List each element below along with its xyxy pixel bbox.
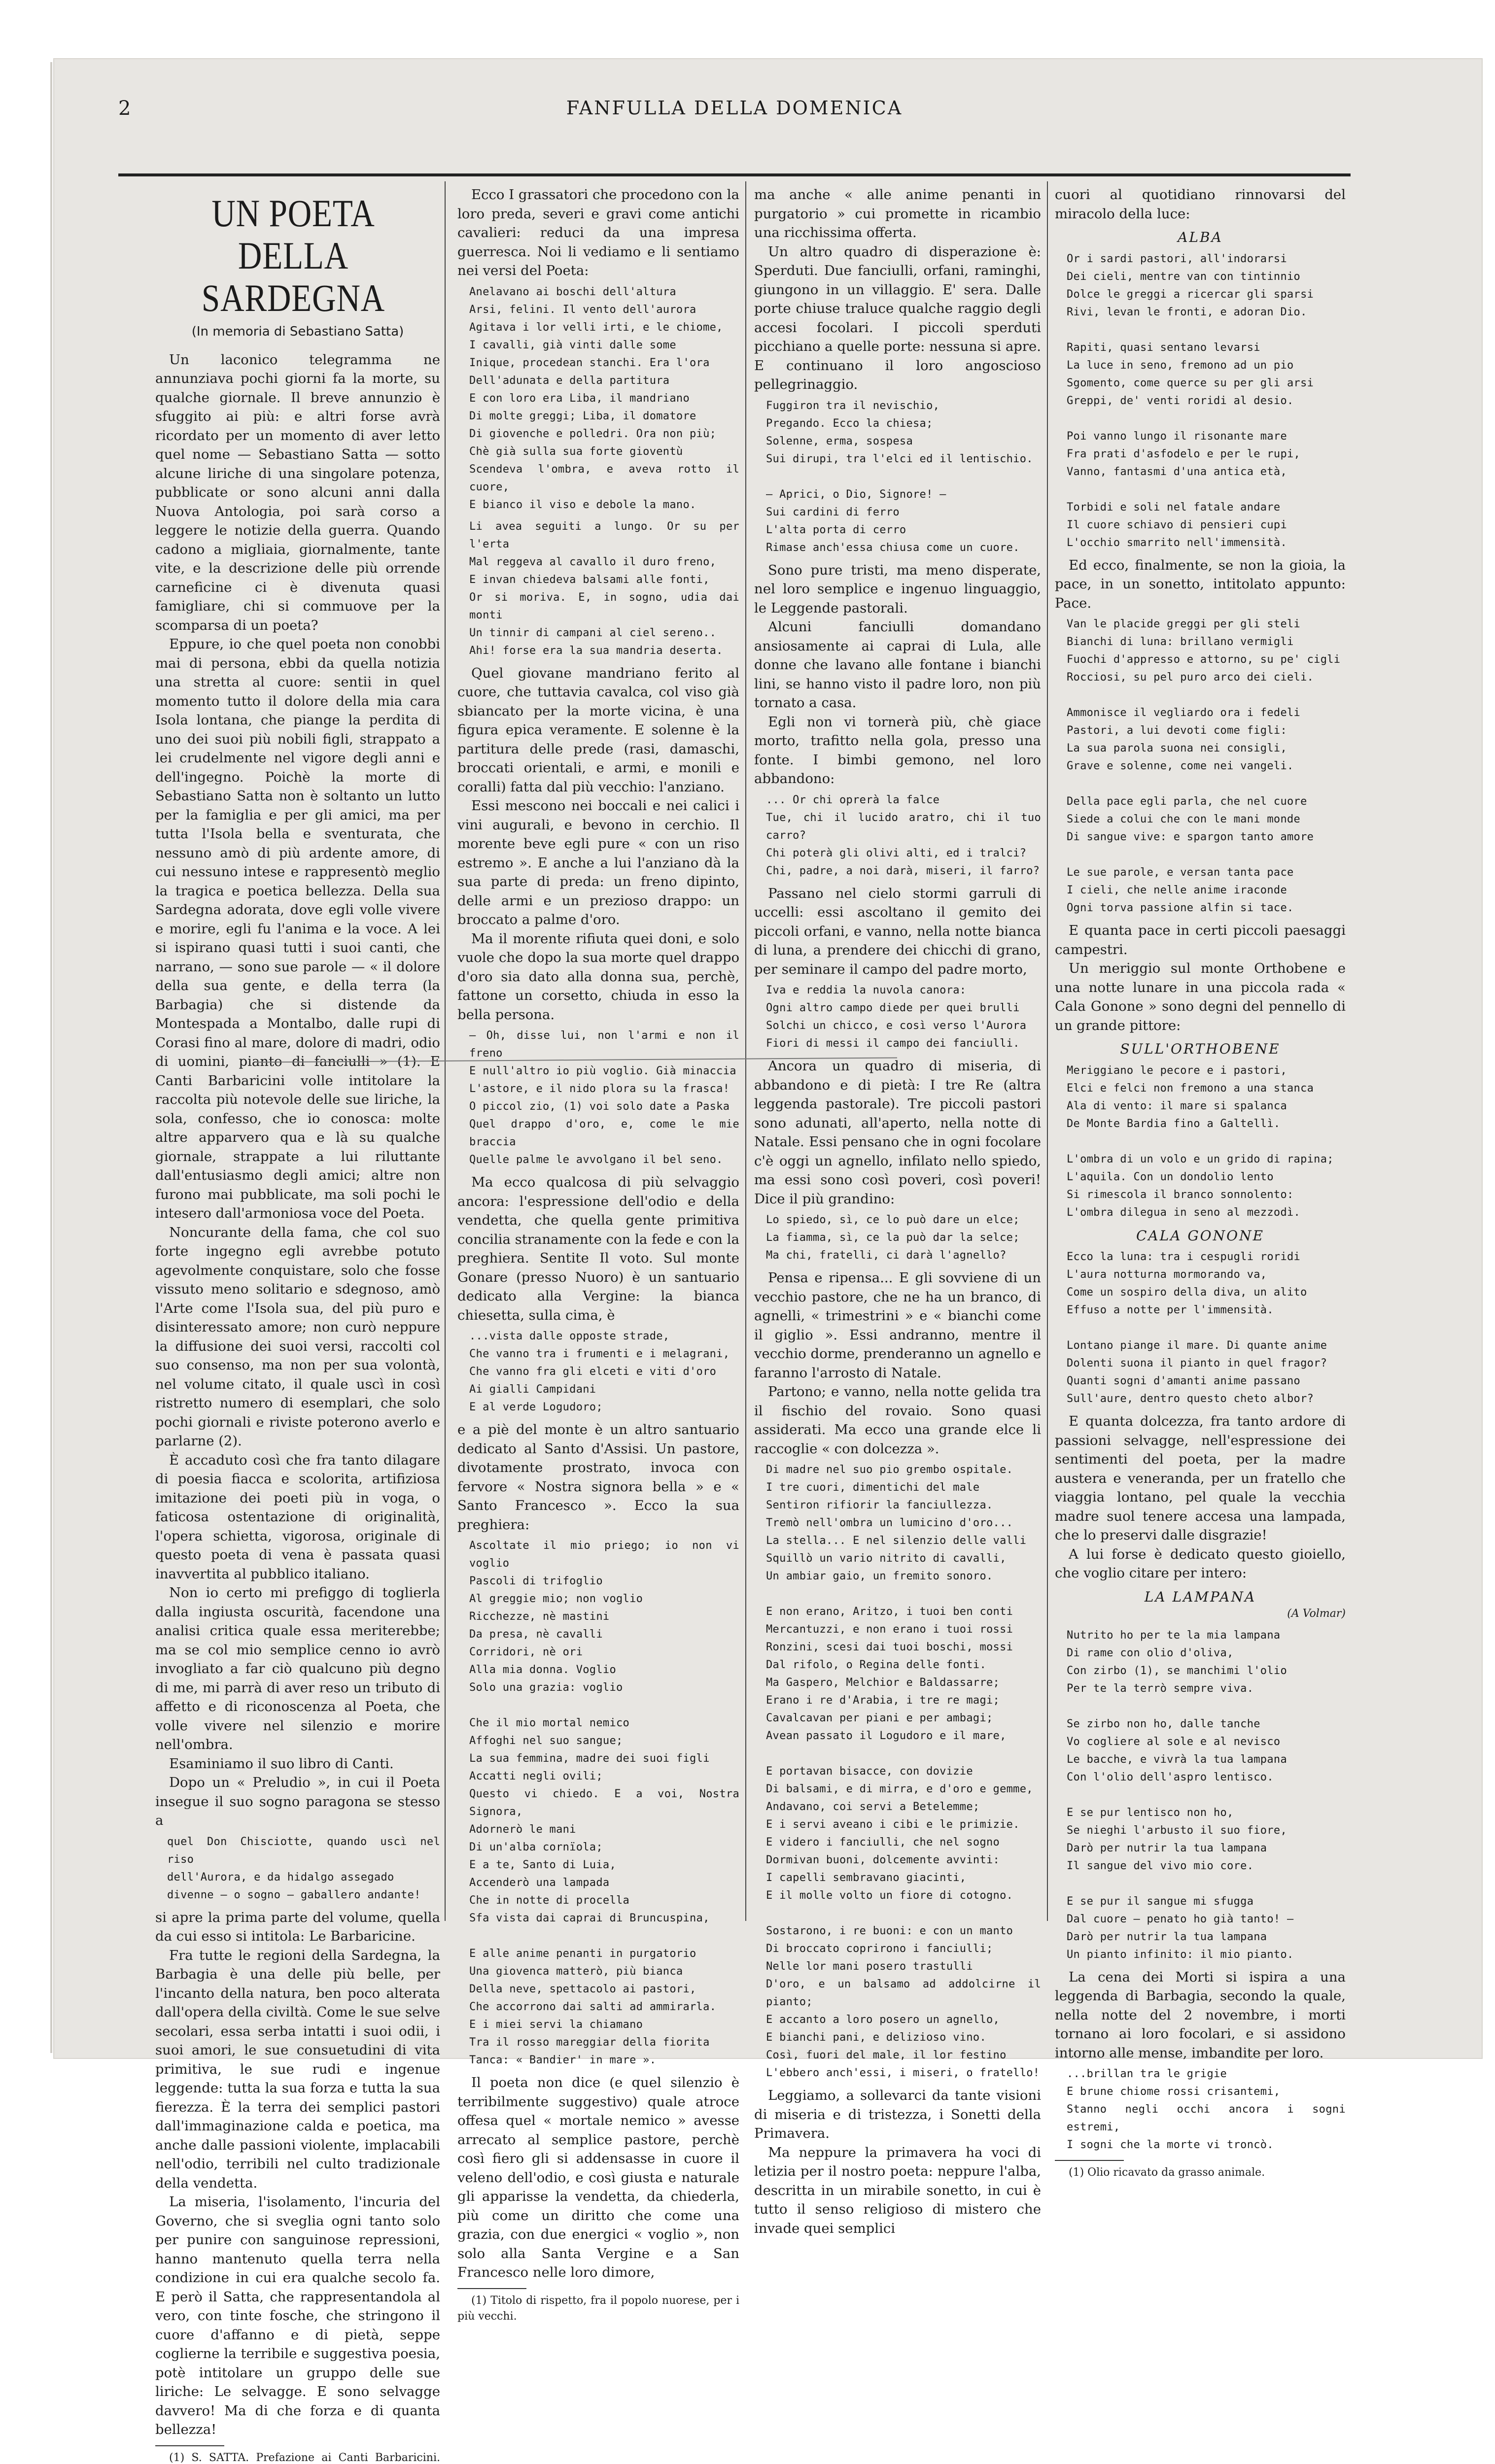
poem-attribution: (A Volmar): [1055, 1605, 1346, 1624]
paragraph: A lui forse è dedicato questo gioiello, che voglio citare per intero:: [1055, 1545, 1346, 1583]
paragraph: E quanta pace in certi piccoli paesaggi campestri.: [1055, 921, 1346, 959]
column-3: [754, 185, 1041, 1940]
running-title: FANFULLA DELLA DOMENICA: [118, 97, 1351, 119]
verse-quote: Nutrito ho per te la mia lampana Di rame con olio d'oliva, Con zirbo (1), se manchimi l'olio Per te la terrò sempre viva. Se zirbo non ho, dalle tanche Vo cogliere al sole e al nevisco Le bacche, e vivrà la tua lampana Con l'olio dell'aspro lentisco. E se pur lentisco non ho, Se nieghi l'arbusto il suo fiore, Darò per nutrir la tua lampana Il sangue del vivo mio core. E se pur il sangue mi sfugga Dal cuore — penato ho già tanto! — Darò per nutrir la tua lampana Un pianto infinito: il mio pianto.: [1055, 1627, 1346, 1964]
verse-quote: quel Don Chisciotte, quando uscì nel riso dell'Aurora, e da hidalgo assegado divenne — o sogno — gaballero andante!: [155, 1833, 440, 1904]
paragraph: Partono; e vanno, nella notte gelida tra il fischio del rovaio. Sono quasi assiderati. Ma ecco una grande elce li raccoglie « con dolcezza ».: [754, 1382, 1041, 1458]
footnote: (1) Titolo di rispetto, fra il popolo nuorese, per i più vecchi.: [457, 2293, 739, 2325]
verse-quote: Fuggiron tra il nevischio, Pregando. Ecco la chiesa; Solenne, erma, sospesa Sui dirupi, tra l'elci ed il lentischio. — Aprici, o Dio, Signore! — Sui cardini di ferro L'alta porta di cerro Rimase anch'essa chiusa come un cuore.: [754, 397, 1041, 557]
verse-quote: Lo spiedo, sì, ce lo può dare un elce; La fiamma, sì, ce la può dar la selce; Ma chi, fratelli, ci darà l'agnello?: [754, 1211, 1041, 1265]
paragraph: È accaduto così che fra tanto dilagare di poesia fiacca e scolorita, artifiziosa imitazione dei poeti più in voga, o faticosa ostentazione di originalità, l'opera schietta, vigorosa, originale di questo poeta di vena è passata quasi inavvertita al pubblico italiano.: [155, 1451, 440, 1584]
paragraph: Ancora un quadro di miseria, di abbandono e di pietà: I tre Re (altra leggenda pastorale). Tre piccoli pastori sono adunati, all'aperto, nella notte di Natale. Essi pensano che in ogni focolare c'è oggi un agnello, infilato nello spiedo, ma essi sono così poveri, così poveri! Dice il più grandino:: [754, 1057, 1041, 1208]
footnote: (1) Olio ricavato da grasso animale.: [1055, 2165, 1346, 2181]
column-rule: [745, 181, 746, 1921]
verse-quote: Or i sardi pastori, all'indorarsi Dei cieli, mentre van con tintinnio Dolce le greggi a ricercar gli sparsi Rivi, levan le fronti, e adoran Dio. Rapiti, quasi sentano levarsi La luce in seno, fremono ad un pio Sgomento, come querce su per gli arsi Greppi, de' venti roridi al desio. Poi vanno lungo il risonante mare Fra prati d'asfodelo e per le rupi, Vanno, fantasmi d'una antica età, Torbidi e soli nel fatale andare Il cuore schiavo di pensieri cupi L'occhio smarrito nell'immensità.: [1055, 250, 1346, 552]
verse-quote: ...vista dalle opposte strade, Che vanno tra i frumenti e i melagrani, Che vanno fra gli elceti e viti d'oro Ai gialli Campidani E al verde Logudoro;: [457, 1328, 739, 1416]
verse-quote: Ascoltate il mio priego; io non vi voglio Pascoli di trifoglio Al greggie mio; non voglio Ricchezze, nè mastini Da presa, nè cavalli Corridori, nè ori Alla mia donna. Voglio Solo una grazia: voglio Che il mio mortal nemico Affoghi nel suo sangue; La sua femmina, madre dei suoi figli Accatti negli ovili; Questo vi chiedo. E a voi, Nostra Signora, Adornerò le mani Di un'alba cornïola; E a te, Santo di Luia, Accenderò una lampada Che in notte di procella Sfa vista dai caprai di Bruncuspina, E alle anime penanti in purgatorio Una giovenca matterò, più bianca Della neve, spettacolo ai pastori, Che accorrono dai salti ad ammirarla. E i miei servi la chiamano Tra il rosso mareggiar della fiorita Tanca: « Bandier' in mare ».: [457, 1537, 739, 2069]
paragraph: E quanta dolcezza, fra tanto ardore di passioni selvagge, nell'espressione dei sentimenti del poeta, per la madre austera e veneranda, per un fratello che viaggia lontano, pel quale la vecchia madre suol tenere accesa una lampada, che lo preservi dalle disgrazie!: [1055, 1412, 1346, 1545]
paragraph: Pensa e ripensa... E gli sovviene di un vecchio pastore, che ne ha un branco, di agnelli, « trimestrini » e « bianchi come il giglio ». Essi andranno, mentre il vecchio dorme, prenderanno un agnello e faranno l'arrosto di Natale.: [754, 1268, 1041, 1382]
poem-title: LA LAMPANA: [1055, 1588, 1346, 1607]
paragraph: Non io certo mi prefiggo di toglierla dalla ingiusta oscurità, facendone una analisi critica quale essa meriterebbe; ma se col mio semplice cenno io avrò invogliato a far ciò qualcuno più degno di me, mi parrà di aver reso un tributo di affetto e di riconoscenza al Poeta, che volle vivere nel silenzio e morire nell'ombra.: [155, 1583, 440, 1754]
column-2: [457, 185, 739, 1940]
poem-title: ALBA: [1055, 228, 1346, 247]
verse-quote: ... Or chi oprerà la falce Tue, chi il lucido aratro, chi il tuo carro? Chi poterà gli olivi alti, ed i tralci? Chi, padre, a noi darà, miseri, il farro?: [754, 791, 1041, 880]
header-rule: [118, 173, 1351, 176]
paragraph: La miseria, l'isolamento, l'incuria del Governo, che si sveglia ogni tanto solo per punire con sanguinose repressioni, hanno mantenuto quella terra nella condizione in cui era qualche secolo fa. E però il Satta, che rappresentandola al vero, con tinte fosche, che stringono il cuore d'affanno e di pietà, seppe coglierne la terribile e suggestiva poesia, potè intitolare un gruppo delle sue liriche: Le selvagge. E sono selvagge davvero! Ma di che forza e di quanta bellezza!: [155, 2192, 440, 2439]
footnote: (1) S. SATTA. Prefazione ai Canti Barbaricini.: [155, 2450, 440, 2464]
paragraph: Alcuni fanciulli domandano ansiosamente ai caprai di Lula, alle donne che lavano alle fontane i bianchi lini, se hanno visto il padre loro, non più tornato a casa.: [754, 617, 1041, 713]
paragraph: Noncurante della fama, che col suo forte ingegno egli avrebbe potuto agevolmente conquistare, solo che fosse vissuto meno solitario e sdegnoso, amò l'Arte come l'Isola sua, del più puro e disinteressato amore; non curò neppure la diffusione dei suoi versi, raccolti col suo consenso, ma non per sua volontà, nel volume citato, il quale uscì in così ristretto numero di esemplari, che solo pochi giornali e riviste poterono averlo e parlarne (2).: [155, 1223, 440, 1451]
verse-quote: Ecco la luna: tra i cespugli roridi L'aura notturna mormorando va, Come un sospiro della diva, un alito Effuso a notte per l'immensità. Lontano piange il mare. Di quante anime Dolenti suona il pianto in quel fragor? Quanti sogni d'amanti anime passano Sull'aure, dentro questo cheto albor?: [1055, 1248, 1346, 1408]
paragraph: si apre la prima parte del volume, quella da cui esso si intitola: Le Barbaricine.: [155, 1908, 440, 1946]
footnote-rule: [1055, 2160, 1124, 2161]
column-1: [155, 185, 440, 1940]
verse-quote: Di madre nel suo pio grembo ospitale. I tre cuori, dimentichi del male Sentiron rifiorir la fanciullezza. Tremò nell'ombra un lumicino d'oro... La stella... E nel silenzio delle valli Squillò un vario nitrito di cavalli, Un ambiar gaio, un fremito sonoro. E non erano, Aritzo, i tuoi ben conti Mercantuzzi, e non erano i tuoi rossi Ronzini, scesi dai tuoi boschi, mossi Dal rifolo, o Regina delle fonti. Ma Gaspero, Melchior e Baldassarre; Erano i re d'Arabia, i tre re magi; Cavalcavan per piani e per ambagi; Avean passato il Logudoro e il mare, E portavan bisacce, con dovizie Di balsami, e di mirra, e d'oro e gemme, Andavano, coi servi a Betelemme; E i servi aveano i cibi e le primizie. E videro i fanciulli, che nel sogno Dormivan buoni, dolcemente avvinti: I capelli sembravano giacinti, E il molle volto un fiore di cotogno. Sostarono, i re buoni: e con un manto Di broccato coprirono i fanciulli; Nelle lor mani posero trastulli D'oro, e un balsamo ad addolcirne il pianto; E accanto a loro posero un agnello, E bianchi pani, e delizioso vino. Così, fuori del male, il lor festino L'ebbero anch'essi, i miseri, o fratello!: [754, 1461, 1041, 2082]
paragraph: Ma neppure la primavera ha voci di letizia per il nostro poeta: neppure l'alba, descritta in un mirabile sonetto, in cui è tutto il senso religioso di mistero che invade quei semplici: [754, 2143, 1041, 2238]
paragraph: Ma ecco qualcosa di più selvaggio ancora: l'espressione dell'odio e della vendetta, che quella gente primitiva concilia stranamente con la fede e con la preghiera. Sentite Il voto. Sul monte Gonare (presso Nuoro) è un santuario dedicato alla Vergine: la bianca chiesetta, sulla cima, è: [457, 1173, 739, 1325]
page-number: 2: [118, 97, 131, 120]
footnote-rule: [457, 2288, 526, 2289]
verse-quote: Van le placide greggi per gli steli Bianchi di luna: brillano vermigli Fuochi d'appresso e attorno, su pe' cigli Rocciosi, su pel puro arco dei cieli. Ammonisce il vegliardo ora i fedeli Pastori, a lui devoti come figli: La sua parola suona nei consigli, Grave e solenne, come nei vangeli. Della pace egli parla, che nel cuore Siede a colui che con le mani monde Di sangue vive: e spargon tanto amore Le sue parole, e versan tanta pace I cieli, che nelle anime iraconde Ogni torva passione alfin si tace.: [1055, 616, 1346, 917]
column-4: [1055, 185, 1346, 1940]
verse-quote: Li avea seguiti a lungo. Or su per l'erta Mal reggeva al cavallo il duro freno, E invan chiedeva balsami alle fonti, Or si moriva. E, in sogno, udia dai monti Un tinnir di campani al ciel sereno.. Ahi! forse era la sua mandria deserta.: [457, 518, 739, 660]
paragraph: Ed ecco, finalmente, se non la gioia, la pace, in un sonetto, intitolato appunto: Pace.: [1055, 556, 1346, 613]
poem-title: CALA GONONE: [1055, 1227, 1346, 1246]
paragraph: Il poeta non dice (e quel silenzio è terribilmente suggestivo) quale atroce offesa quel « mortale nemico » avesse arrecato al semplice pastore, perchè così fiero gli si addensasse in cuore il veleno dell'odio, e così giusta e naturale gli apparisse la vendetta, da chiederla, più come un diritto che come una grazia, con due energici « voglio », non solo alla Santa Vergine e a San Francesco nelle loro dimore,: [457, 2073, 739, 2282]
paragraph: cuori al quotidiano rinnovarsi del miracolo della luce:: [1055, 185, 1346, 223]
paragraph: Ma il morente rifiuta quei doni, e solo vuole che dopo la sua morte quel drappo d'oro sia dato alla donna sua, perchè, fattone un corsetto, chiuda in esso la bella persona.: [457, 929, 739, 1025]
paragraph: Quel giovane mandriano ferito al cuore, che tuttavia cavalca, col viso già sbiancato per la morte vicina, è una figura epica veramente. E solenne è la partitura delle prede (rasi, damaschi, broccati orientali, e armi, e monili e coralli) fatta dal più vecchio: l'anziano.: [457, 664, 739, 797]
footnote-rule: [155, 2445, 224, 2446]
paragraph: Passano nel cielo stormi garruli di uccelli: essi ascoltano il gemito dei piccoli orfani, e vanno, nella notte bianca di luna, a prendere dei chicchi di grano, per seminare il campo del padre morto,: [754, 884, 1041, 979]
paragraph: La cena dei Morti si ispira a una leggenda di Barbagia, secondo la quale, nella notte del 2 novembre, i morti tornano ai loro focolari, e si assidono intorno alle mense, imbandite per loro.: [1055, 1968, 1346, 2063]
verse-quote: Meriggiano le pecore e i pastori, Elci e felci non fremono a una stanca Ala di vento: il mare si spalanca De Monte Bardia fino a Galtellì. L'ombra di un volo e un grido di rapina; L'aquila. Con un dondolio lento Si rimescola il branco sonnolento: L'ombra dilegua in seno al mezzodì.: [1055, 1062, 1346, 1222]
paragraph: Essi mescono nei boccali e nei calici i vini augurali, e bevono in cerchio. Il morente beve egli pure « con un riso estremo ». E anche a lui l'anziano dà la sua parte di preda: un freno dipinto, delle armi e un prezioso drappo: un broccato a palme d'oro.: [457, 796, 739, 929]
paragraph: Sono pure tristi, ma meno disperate, nel loro semplice e ingenuo linguaggio, le Leggende pastorali.: [754, 561, 1041, 618]
article-headline: UN POETA DELLA SARDEGNA: [162, 192, 424, 319]
verse-quote: ...brillan tra le grigie E brune chiome rossi crisantemi, Stanno negli occhi ancora i sogni estremi, I sogni che la morte vi troncò.: [1055, 2065, 1346, 2154]
paragraph: e a piè del monte è un altro santuario dedicato al Santo d'Assisi. Un pastore, divotamente prostrato, invoca con fervore « Nostra signora bella » e « Santo Francesco ». Ecco la sua preghiera:: [457, 1420, 739, 1534]
paragraph: Esaminiamo il suo libro di Canti.: [155, 1754, 440, 1774]
verse-quote: — Oh, disse lui, non l'armi e non il freno E null'altro io più voglio. Già minaccia L'astore, e il nido plora su la frasca! O piccol zio, (1) voi solo date a Paska Quel drappo d'oro, e, come le mie braccia Quelle palme le avvolgano il bel seno.: [457, 1027, 739, 1169]
paragraph: Dopo un « Preludio », in cui il Poeta insegue il suo sogno paragona se stesso a: [155, 1773, 440, 1830]
paragraph: Leggiamo, a sollevarci da tante visioni di miseria e di tristezza, i Sonetti della Primavera.: [754, 2086, 1041, 2143]
poem-title: SULL'ORTHOBENE: [1055, 1040, 1346, 1059]
column-rule: [445, 181, 446, 1921]
paragraph: Eppure, io che quel poeta non conobbi mai di persona, ebbi da quella notizia una stretta al cuore: sentii in quel momento tutto il dolore della mia cara Isola lontana, che piange la perdita di uno dei suoi più nobili figli, strappato a lei crudelmente nel vigore degli anni e dell'ingegno. Poichè la morte di Sebastiano Satta non è soltanto un lutto per la famiglia e per gli amici, ma per tutta l'Isola bella e sventurata, che nessuno amò di più ardente amore, di cui nessuno intese e rappresentò meglio la tragica e poetica bellezza. Della sua Sardegna adorata, dove egli volle vivere e morire, egli fu l'anima e la voce. A lei si ispirano quasi tutti i suoi canti, che narrano, — sono sue parole — « il dolore della sua gente, e della terra (la Barbagia) che si distende da Montespada a Montalbo, dalle rupi di Corasi fino al mare, dolore di madri, odio di uomini, pianto di fanciulli » (1). E Canti Barbaricini volle intitolare la raccolta più notevole delle sue liriche, la sola, confesso, che io conosca: molte altre apparvero qua e là su qualche giornale, strappate a lui riluttante dall'entusiasmo degli amici; altre non furono mai pubblicate, ma soli pochi le intesero dall'armoniosa voce del Poeta.: [155, 635, 440, 1223]
page-header: [118, 97, 1351, 122]
paragraph: Un altro quadro di disperazione è: Sperduti. Due fanciulli, orfani, raminghi, giungono in un villaggio. E' sera. Dalle porte chiuse traluce qualche raggio degli accesi focolari. I piccoli sperduti picchiano a quelle porte: nessuna si apre. E continuano il loro angoscioso pellegrinaggio.: [754, 242, 1041, 394]
paragraph: Un meriggio sul monte Orthobene e una notte lunare in una piccola rada « Cala Gonone » sono degni del pennello di un grande pittore:: [1055, 959, 1346, 1035]
article-subhead: (In memoria di Sebastiano Satta): [155, 322, 440, 342]
paragraph: Un laconico telegramma ne annunziava pochi giorni fa la morte, su qualche giornale. Il breve annunzio è sfuggito ai più: e altri forse avrà ricordato per un momento di aver letto quel nome — Sebastiano Satta — sotto alcune liriche di una singolare potenza, pubblicate or sono alcuni anni dalla Nuova Antologia, poi sarà corso a leggere le notizie della guerra. Quando cadono a migliaia, giornalmente, tante vite, e la descrizione delle più orrende carneficine ci è divenuta quasi famigliare, chi si commuove per la scomparsa di un poeta?: [155, 350, 440, 635]
verse-quote: Iva e reddia la nuvola canora: Ogni altro campo diede per quei brulli Solchi un chicco, e così verso l'Aurora Fiori di messi il campo dei fanciulli.: [754, 982, 1041, 1053]
verse-quote: Anelavano ai boschi dell'altura Arsi, felini. Il vento dell'aurora Agitava i lor velli irti, e le chiome, I cavalli, già vinti dalle some Inique, procedean stanchi. Era l'ora Dell'adunata e della partitura E con loro era Liba, il mandriano Di molte greggi; Liba, il domatore Di giovenche e polledri. Ora non più; Chè già sulla sua forte gioventù Scendeva l'ombra, e aveva rotto il cuore, E bianco il viso e debole la mano.: [457, 283, 739, 514]
paragraph: Ecco I grassatori che procedono con la loro preda, severi e gravi come antichi cavalieri: reduci da una impresa guerresca. Noi li vediamo e li sentiamo nei versi del Poeta:: [457, 185, 739, 280]
paragraph: Fra tutte le regioni della Sardegna, la Barbagia è una delle più belle, per l'incanto della natura, ben poco alterata dall'opera della civiltà. Come le sue selve secolari, essa serba intatti i suoi odii, i suoi amori, le sue consuetudini di vita primitiva, le sue rudi e ingenue leggende: tutta la sua forza e tutta la sua fierezza. È la terra dei semplici pastori dall'immaginazione calda e poetica, ma anche dalle passioni violente, implacabili nell'odio, terribili nel culto tradizionale della vendetta.: [155, 1946, 440, 2193]
paragraph: ma anche « alle anime penanti in purgatorio » cui promette in ricambio una ricchissima offerta.: [754, 185, 1041, 242]
paragraph: Egli non vi tornerà più, chè giace morto, trafitto nella gola, presso una fonte. I bimbi gemono, nel loro abbandono:: [754, 713, 1041, 788]
column-rule: [1047, 181, 1048, 1921]
